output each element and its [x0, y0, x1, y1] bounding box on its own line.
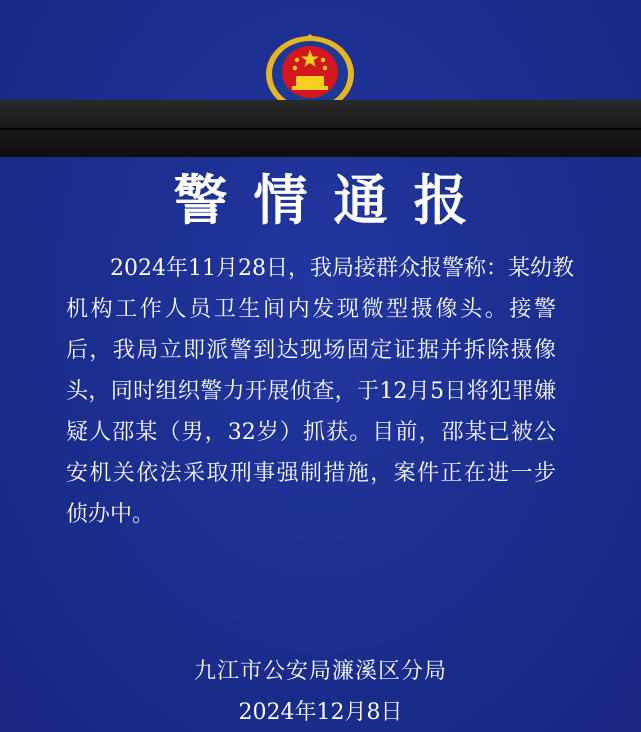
notice-title: 警情通报 — [173, 168, 494, 232]
body-line: 安机关依法采取刑事强制措施，案件正在进一步 — [66, 461, 556, 486]
notice-body — [66, 248, 574, 535]
issue-date: 2024年12月8日 — [238, 700, 403, 725]
body-line: 后，我局立即派警到达现场固定证据并拆除摄像 — [66, 338, 556, 363]
issuer-name: 九江市公安局濂溪区分局 — [193, 659, 447, 684]
body-line: 疑人邵某（男，32岁）抓获。目前，邵某已被公 — [66, 420, 556, 445]
body-line: 头，同时组织警力开展侦查，于12月5日将犯罪嫌 — [66, 379, 556, 404]
police-emblem-icon — [262, 34, 358, 106]
redaction-band — [0, 100, 641, 157]
body-line: 2024年11月28日，我局接群众报警称：某幼教 — [110, 256, 574, 281]
body-line: 侦办中。 — [66, 502, 155, 527]
body-line: 机构工作人员卫生间内发现微型摄像头。接警 — [66, 297, 556, 322]
